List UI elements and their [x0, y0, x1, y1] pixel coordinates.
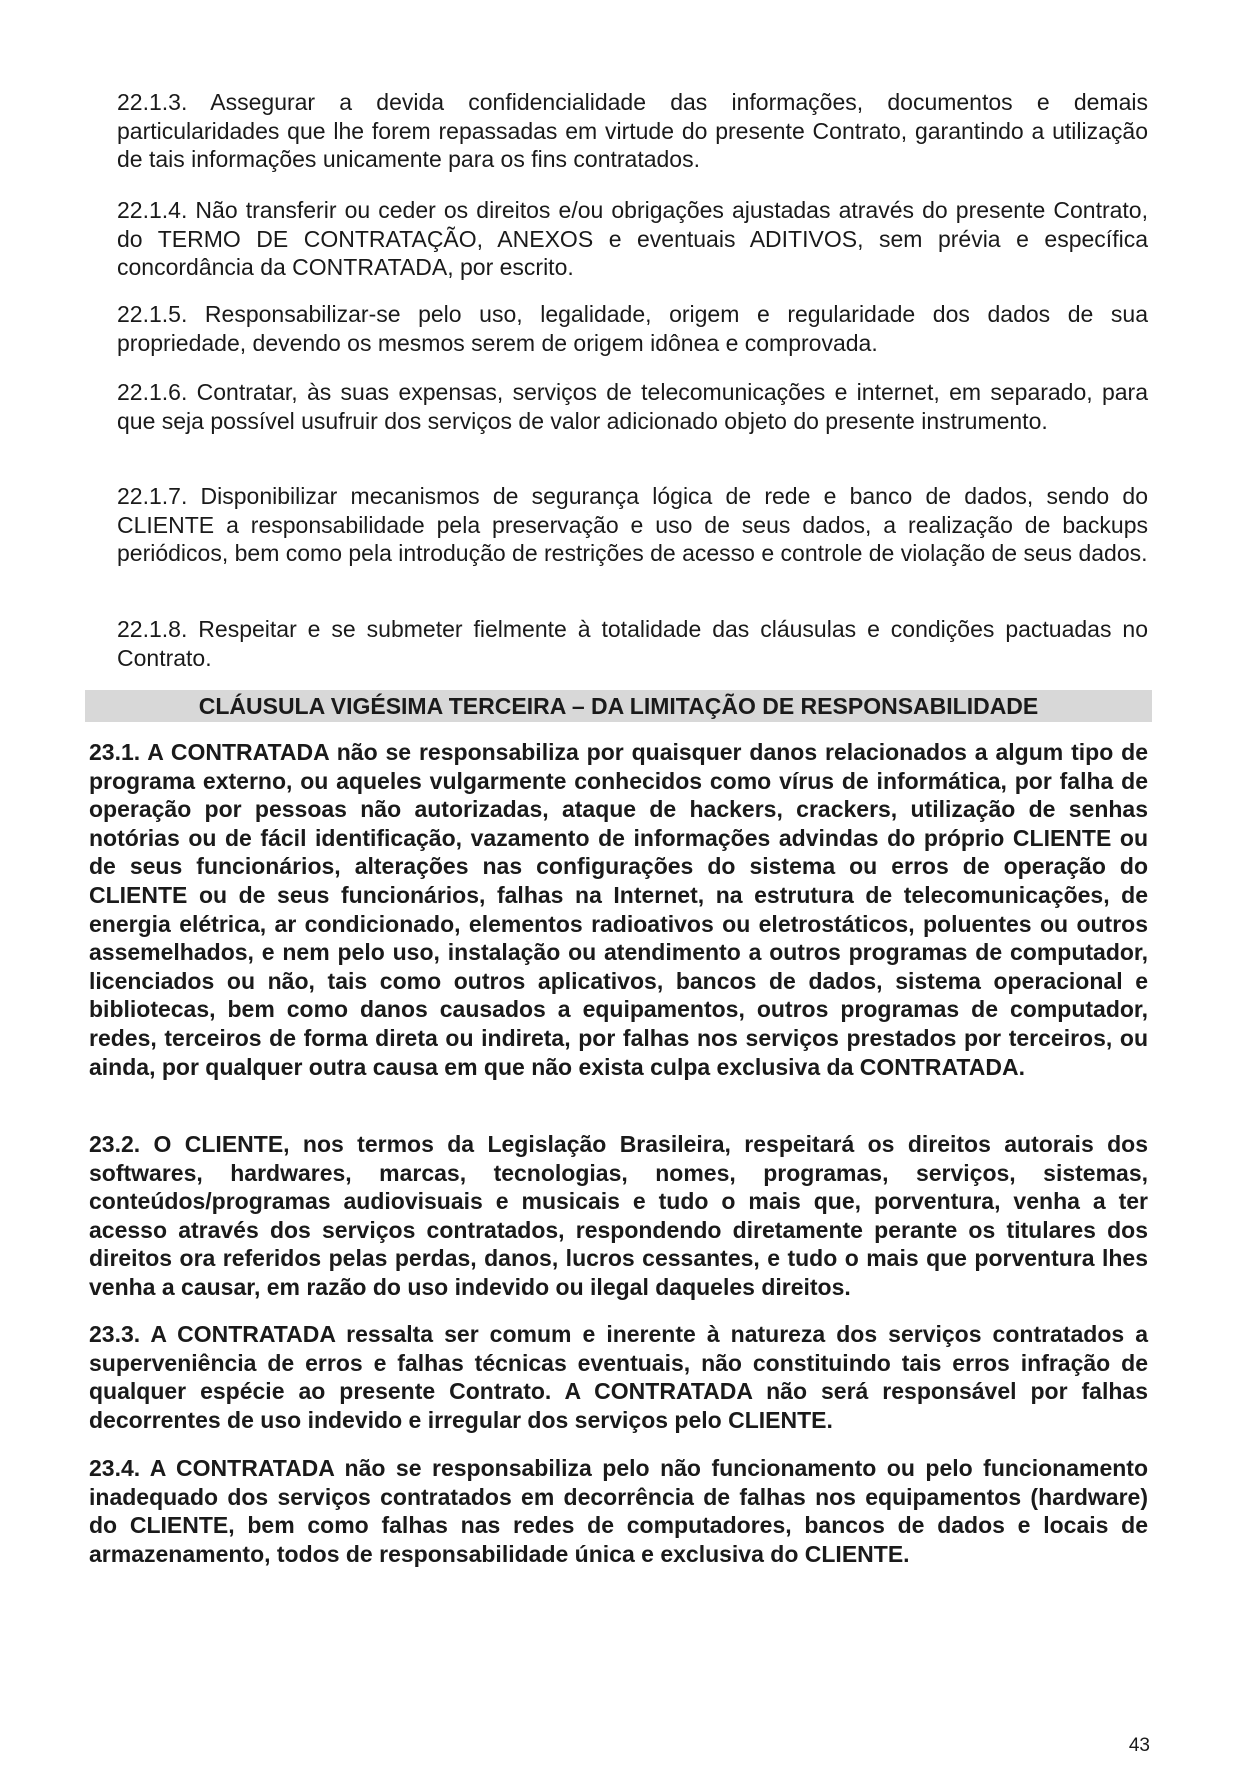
clause-22-1-4: 22.1.4. Não transferir ou ceder os direitos e/ou obrigações ajustadas através do presente Contrato, do TERMO DE CONTRATAÇÃO, ANEXOS e eventuais ADITIVOS, sem prévia e específica concordância da CONTRATADA, por escrito.: [117, 197, 1148, 281]
clause-23-1: 23.1. A CONTRATADA não se responsabiliza por quaisquer danos relacionados a algum tipo de programa externo, ou aqueles vulgarmente conhecidos como vírus de informática, por falha de operação por pessoas não autorizadas, ataque de hackers, crackers, utilização de senhas notórias ou de fácil identificação, vazamento de informações advindas do próprio CLIENTE ou de seus funcionários, alterações nas configurações do sistema ou erros de operação do CLIENTE ou de seus funcionários, falhas na Internet, na estrutura de telecomunicações, de energia elétrica, ar condicionado, elementos radioativos ou eletrostáticos, poluentes ou outros assemelhados, e nem pelo uso, instalação ou atendimento a outros programas de computador, licenciados ou não, tais como outros aplicativos, bancos de dados, sistema operacional e bibliotecas, bem como danos causados a equipamentos, outros programas de computador, redes, terceiros de forma direta ou indireta, por falhas nos serviços prestados por terceiros, ou ainda, por qualquer outra causa em que não exista culpa exclusiva da CONTRATADA.: [89, 739, 1148, 1080]
clause-22-1-6: 22.1.6. Contratar, às suas expensas, serviços de telecomunicações e internet, em separado, para que seja possível usufruir dos serviços de valor adicionado objeto do presente instrumento.: [117, 379, 1148, 434]
clause-22-1-5: 22.1.5. Responsabilizar-se pelo uso, legalidade, origem e regularidade dos dados de sua propriedade, devendo os mesmos serem de origem idônea e comprovada.: [117, 301, 1148, 356]
clause-23-3: 23.3. A CONTRATADA ressalta ser comum e inerente à natureza dos serviços contratados a superveniência de erros e falhas técnicas eventuais, não constituindo tais erros infração de qualquer espécie ao presente Contrato. A CONTRATADA não será responsável por falhas decorrentes de uso indevido e irregular dos serviços pelo CLIENTE.: [89, 1321, 1148, 1433]
clause-22-1-3: 22.1.3. Assegurar a devida confidencialidade das informações, documentos e demais particularidades que lhe forem repassadas em virtude do presente Contrato, garantindo a utilização de tais informações unicamente para os fins contratados.: [117, 89, 1148, 173]
clause-23-2: 23.2. O CLIENTE, nos termos da Legislação Brasileira, respeitará os direitos autorais dos softwares, hardwares, marcas, tecnologias, nomes, programas, serviços, sistemas, conteúdos/programas audiovisuais e musicais e tudo o mais que, porventura, venha a ter acesso através dos serviços contratados, respondendo diretamente perante os titulares dos direitos ora referidos pelas perdas, danos, lucros cessantes, e tudo o mais que porventura lhes venha a causar, em razão do uso indevido ou ilegal daqueles direitos.: [89, 1131, 1148, 1300]
section-heading: CLÁUSULA VIGÉSIMA TERCEIRA – DA LIMITAÇÃO DE RESPONSABILIDADE: [198, 693, 1039, 719]
clause-23-4: 23.4. A CONTRATADA não se responsabiliza pelo não funcionamento ou pelo funcionamento inadequado dos serviços contratados em decorrência de falhas nos equipamentos (hardware) do CLIENTE, bem como falhas nas redes de computadores, bancos de dados e locais de armazenamento, todos de responsabilidade única e exclusiva do CLIENTE.: [89, 1455, 1148, 1567]
page-number: 43: [1128, 1735, 1150, 1756]
clause-22-1-8: 22.1.8. Respeitar e se submeter fielmente à totalidade das cláusulas e condições pactuadas no Contrato.: [117, 616, 1148, 671]
clause-22-1-7: 22.1.7. Disponibilizar mecanismos de segurança lógica de rede e banco de dados, sendo do CLIENTE a responsabilidade pela preservação e uso de seus dados, a realização de backups periódicos, bem como pela introdução de restrições de acesso e controle de violação de seus dados.: [117, 483, 1148, 567]
